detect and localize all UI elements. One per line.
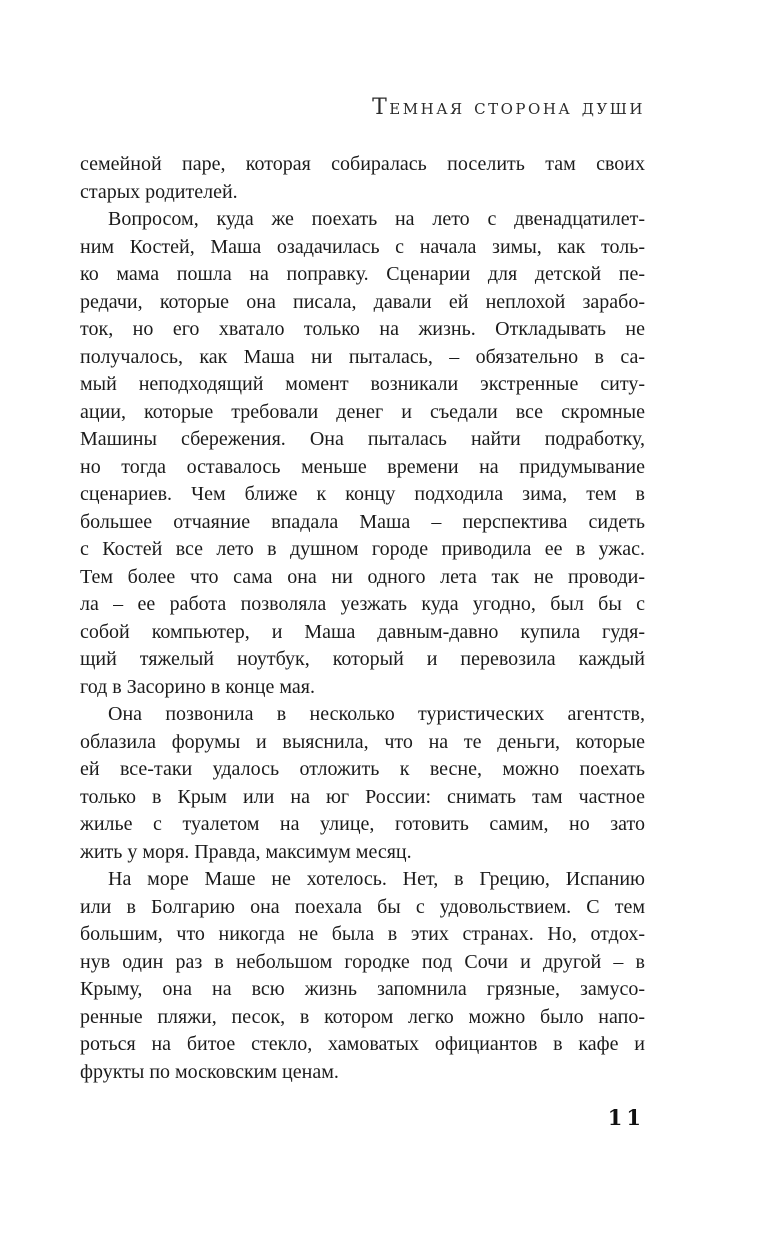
text-line: жить у моря. Правда, максимум месяц. bbox=[80, 840, 412, 863]
text-line: нув один раз в небольшом городке под Сочи и другой – в bbox=[80, 950, 645, 973]
text-line: ации, которые требовали денег и съедали все скромные bbox=[80, 400, 645, 423]
text-line: большим, что никогда не была в этих странах. Но, отдох- bbox=[80, 923, 645, 945]
text-line: жилье с туалетом на улице, готовить самим, но зато bbox=[80, 813, 645, 835]
text-line: мый неподходящий момент возникали экстренные ситу- bbox=[80, 373, 645, 395]
text-line: редачи, которые она писала, давали ей неплохой зарабо- bbox=[80, 290, 645, 313]
page-number: 11 bbox=[607, 1105, 645, 1130]
text-line: ним Костей, Маша озадачилась с начала зимы, как толь- bbox=[80, 235, 645, 258]
text-line: На море Маше не хотелось. Нет, в Грецию, Испанию bbox=[108, 868, 645, 890]
text-line: получалось, как Маша ни пыталась, – обязательно в са- bbox=[80, 345, 645, 368]
text-line: ток, но его хватало только на жизнь. Откладывать не bbox=[80, 318, 645, 340]
text-line: ко мама пошла на поправку. Сценарии для детской пе- bbox=[80, 263, 645, 285]
text-line: ла – ее работа позволяла уезжать куда угодно, был бы с bbox=[80, 593, 645, 615]
text-line: Тем более что сама она ни одного лета так не проводи- bbox=[80, 565, 645, 588]
text-line: большее отчаяние впадала Маша – перспектива сидеть bbox=[80, 510, 645, 533]
text-block bbox=[80, 151, 645, 1086]
text-line: Вопросом, куда же поехать на лето с двенадцатилет- bbox=[108, 208, 645, 230]
text-line: облазила форумы и выяснила, что на те деньги, которые bbox=[80, 730, 645, 753]
text-line: собой компьютер, и Маша давным-давно купила гудя- bbox=[80, 620, 645, 643]
text-line: роться на битое стекло, хамоватых официантов в кафе и bbox=[80, 1033, 645, 1055]
text-line: щий тяжелый ноутбук, который и перевозила каждый bbox=[80, 648, 645, 670]
text-line: или в Болгарию она поехала бы с удовольствием. С тем bbox=[80, 895, 645, 918]
text-line: семейной паре, которая собиралась поселить там своих bbox=[80, 153, 645, 175]
text-line: Крыму, она на всю жизнь запомнила грязные, замусо- bbox=[80, 978, 645, 1000]
text-line: ей все-таки удалось отложить к весне, можно поехать bbox=[80, 758, 645, 780]
text-line: год в Засорино в конце мая. bbox=[80, 675, 315, 698]
text-line: Она позвонила в несколько туристических агентств, bbox=[108, 703, 645, 725]
text-line: только в Крым или на юг России: снимать там частное bbox=[80, 785, 645, 808]
text-line: старых родителей. bbox=[80, 180, 238, 203]
text-line: с Костей все лето в душном городе приводила ее в ужас. bbox=[80, 538, 645, 560]
text-line: но тогда оставалось меньше времени на придумывание bbox=[80, 455, 645, 478]
running-head-title: Темная сторона души bbox=[372, 95, 645, 120]
text-line: сценариев. Чем ближе к концу подходила зима, тем в bbox=[80, 483, 645, 505]
text-line: фрукты по московским ценам. bbox=[80, 1060, 339, 1083]
text-line: ренные пляжи, песок, в котором легко можно было напо- bbox=[80, 1005, 645, 1028]
text-line: Машины сбережения. Она пыталась найти подработку, bbox=[80, 428, 645, 450]
